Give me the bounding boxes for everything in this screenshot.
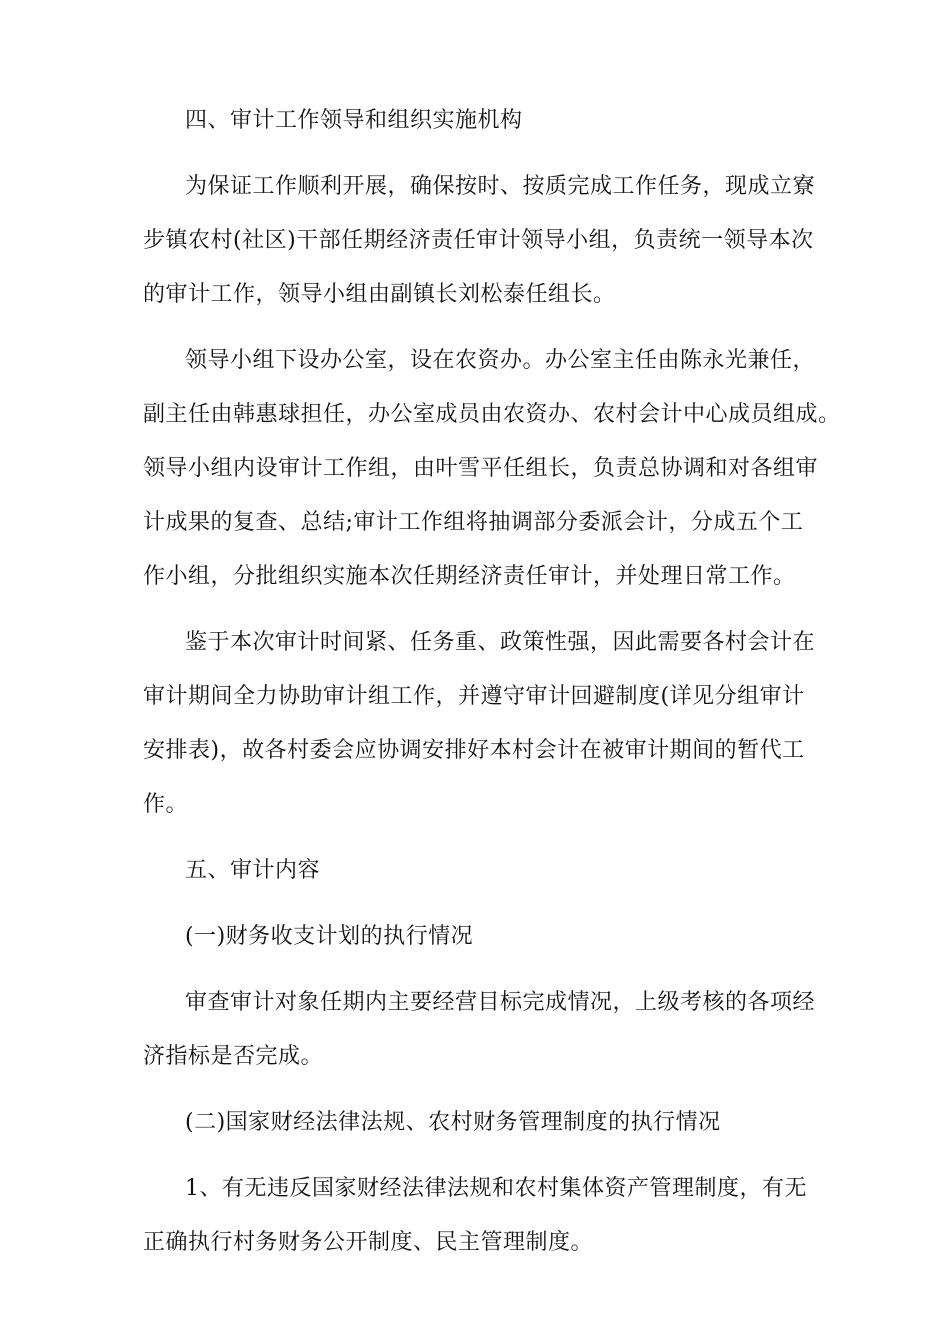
paragraph-targets — [143, 976, 816, 1084]
heading-text: 五、审计内容 — [185, 858, 321, 883]
paragraph-line: 作小组，分批组织实施本次任期经济责任审计，并处理日常工作。 — [143, 564, 796, 589]
paragraph-line: 步镇农村(社区)干部任期经济责任审计领导小组，负责统一领导本次 — [143, 228, 814, 253]
paragraph-office — [143, 334, 841, 604]
paragraph-line: 审查审计对象任期内主要经营目标完成情况，上级考核的各项经 — [185, 990, 816, 1015]
paragraph-line: 济指标是否完成。 — [143, 1044, 324, 1069]
subheading-2 — [143, 1096, 813, 1150]
paragraph-line: 作。 — [143, 792, 189, 817]
paragraph-line: 的审计工作，领导小组由副镇长刘松泰任组长。 — [143, 282, 616, 307]
paragraph-line: 1、有无违反国家财经法律法规和农村集体资产管理制度，有无 — [185, 1176, 807, 1201]
subheading-text: (一)财务收支计划的执行情况 — [185, 924, 474, 949]
paragraph-line: 为保证工作顺利开展，确保按时、按质完成工作任务，现成立寮 — [185, 174, 816, 199]
section-heading-4 — [143, 94, 813, 148]
paragraph-line: 领导小组内设审计工作组，由叶雪平任组长，负责总协调和对各组审 — [143, 456, 819, 481]
paragraph-village-accountants — [143, 616, 816, 832]
paragraph-line: 计成果的复查、总结;审计工作组将抽调部分委派会计，分成五个工 — [143, 510, 804, 535]
paragraph-leadership-group — [143, 160, 816, 322]
paragraph-item-1 — [143, 1162, 813, 1270]
paragraph-line: 安排表)，故各村委会应协调安排好本村会计在被审计期间的暂代工 — [143, 738, 805, 763]
heading-text: 四、审计工作领导和组织实施机构 — [185, 108, 523, 133]
paragraph-line: 领导小组下设办公室，设在农资办。办公室主任由陈永光兼任， — [185, 348, 816, 373]
paragraph-line: 正确执行村务财务公开制度、民主管理制度。 — [143, 1230, 594, 1255]
paragraph-line: 审计期间全力协助审计组工作，并遵守审计回避制度(详见分组审计 — [143, 684, 805, 709]
subheading-text: (二)国家财经法律法规、农村财务管理制度的执行情况 — [185, 1110, 721, 1135]
paragraph-line: 鉴于本次审计时间紧、任务重、政策性强，因此需要各村会计在 — [185, 630, 816, 655]
subheading-1 — [143, 910, 813, 964]
paragraph-line: 副主任由韩惠球担任，办公室成员由农资办、农村会计中心成员组成。 — [143, 402, 841, 427]
section-heading-5 — [143, 844, 813, 898]
document-body — [143, 94, 841, 1282]
